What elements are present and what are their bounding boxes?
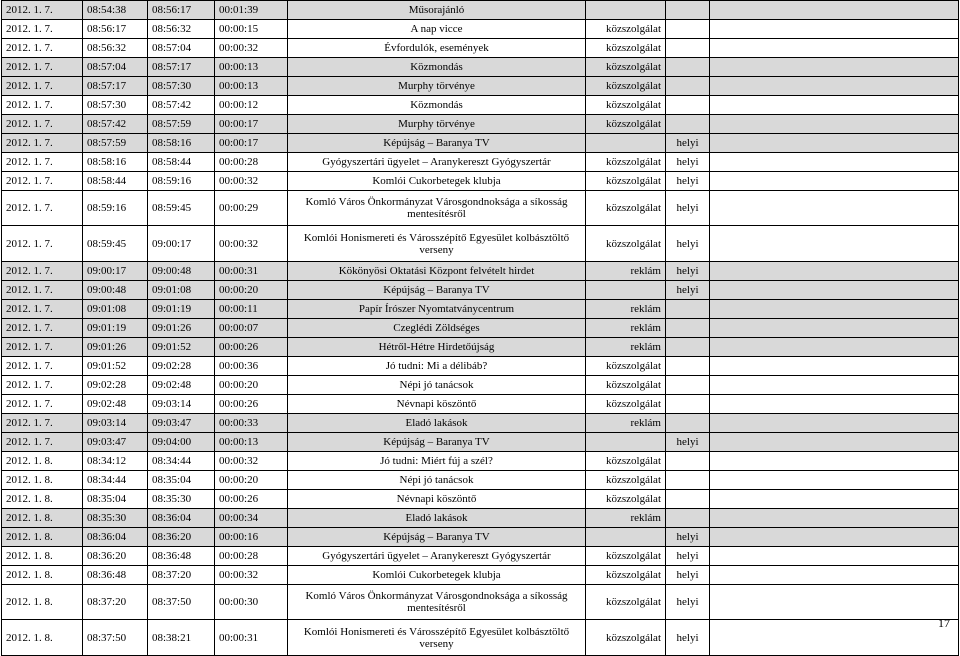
local-flag-cell [666, 357, 710, 376]
start-time-cell: 08:56:17 [83, 20, 148, 39]
date-cell: 2012. 1. 7. [2, 153, 83, 172]
local-flag-cell [666, 395, 710, 414]
empty-cell [710, 452, 959, 471]
date-cell: 2012. 1. 7. [2, 414, 83, 433]
end-time-cell: 08:59:45 [148, 191, 215, 226]
duration-cell: 00:00:13 [215, 77, 288, 96]
end-time-cell: 08:57:59 [148, 115, 215, 134]
category-cell: közszolgálat [586, 77, 666, 96]
local-flag-cell: helyi [666, 153, 710, 172]
local-flag-cell: helyi [666, 433, 710, 452]
empty-cell [710, 262, 959, 281]
empty-cell [710, 77, 959, 96]
duration-cell: 00:00:07 [215, 319, 288, 338]
start-time-cell: 08:57:42 [83, 115, 148, 134]
start-time-cell: 08:57:17 [83, 77, 148, 96]
local-flag-cell: helyi [666, 281, 710, 300]
start-time-cell: 08:57:59 [83, 134, 148, 153]
program-title-cell: Komlói Honismereti és Városszépítő Egyesület kolbásztöltő verseny [288, 226, 586, 262]
local-flag-cell: helyi [666, 585, 710, 620]
program-title-cell: Képújság – Baranya TV [288, 134, 586, 153]
category-cell: reklám [586, 414, 666, 433]
start-time-cell: 09:03:47 [83, 433, 148, 452]
date-cell: 2012. 1. 7. [2, 77, 83, 96]
date-cell: 2012. 1. 7. [2, 300, 83, 319]
category-cell: közszolgálat [586, 357, 666, 376]
duration-cell: 00:00:32 [215, 452, 288, 471]
end-time-cell: 08:38:21 [148, 620, 215, 656]
table-row [2, 58, 959, 77]
empty-cell [710, 96, 959, 115]
category-cell: közszolgálat [586, 490, 666, 509]
end-time-cell: 09:01:52 [148, 338, 215, 357]
empty-cell [710, 153, 959, 172]
category-cell: közszolgálat [586, 566, 666, 585]
table-row [2, 281, 959, 300]
duration-cell: 00:00:29 [215, 191, 288, 226]
duration-cell: 00:00:20 [215, 281, 288, 300]
category-cell: közszolgálat [586, 20, 666, 39]
table-row [2, 262, 959, 281]
start-time-cell: 09:01:19 [83, 319, 148, 338]
duration-cell: 00:00:13 [215, 433, 288, 452]
empty-cell [710, 471, 959, 490]
end-time-cell: 09:01:08 [148, 281, 215, 300]
program-title-cell: Képújság – Baranya TV [288, 433, 586, 452]
local-flag-cell [666, 39, 710, 58]
table-row [2, 414, 959, 433]
category-cell: reklám [586, 319, 666, 338]
start-time-cell: 08:34:12 [83, 452, 148, 471]
date-cell: 2012. 1. 7. [2, 115, 83, 134]
table-row [2, 471, 959, 490]
local-flag-cell: helyi [666, 620, 710, 656]
start-time-cell: 08:56:32 [83, 39, 148, 58]
table-row [2, 490, 959, 509]
category-cell: közszolgálat [586, 585, 666, 620]
end-time-cell: 08:36:48 [148, 547, 215, 566]
duration-cell: 00:00:33 [215, 414, 288, 433]
program-title-cell: Képújság – Baranya TV [288, 281, 586, 300]
local-flag-cell: helyi [666, 226, 710, 262]
date-cell: 2012. 1. 7. [2, 262, 83, 281]
program-title-cell: Komló Város Önkormányzat Városgondnoksága a síkosság mentesítésről [288, 191, 586, 226]
empty-cell [710, 509, 959, 528]
empty-cell [710, 566, 959, 585]
local-flag-cell [666, 471, 710, 490]
local-flag-cell: helyi [666, 191, 710, 226]
duration-cell: 00:00:34 [215, 509, 288, 528]
table-row [2, 338, 959, 357]
start-time-cell: 08:36:48 [83, 566, 148, 585]
empty-cell [710, 433, 959, 452]
table-row [2, 566, 959, 585]
date-cell: 2012. 1. 7. [2, 96, 83, 115]
start-time-cell: 08:37:50 [83, 620, 148, 656]
duration-cell: 00:00:32 [215, 39, 288, 58]
table-row [2, 191, 959, 226]
end-time-cell: 08:34:44 [148, 452, 215, 471]
start-time-cell: 09:00:48 [83, 281, 148, 300]
start-time-cell: 08:54:38 [83, 1, 148, 20]
table-row [2, 20, 959, 39]
end-time-cell: 08:57:42 [148, 96, 215, 115]
date-cell: 2012. 1. 8. [2, 490, 83, 509]
program-title-cell: Jó tudni: Mi a délibáb? [288, 357, 586, 376]
date-cell: 2012. 1. 7. [2, 172, 83, 191]
local-flag-cell: helyi [666, 134, 710, 153]
duration-cell: 00:00:31 [215, 262, 288, 281]
duration-cell: 00:00:15 [215, 20, 288, 39]
category-cell [586, 134, 666, 153]
category-cell: közszolgálat [586, 547, 666, 566]
category-cell: közszolgálat [586, 395, 666, 414]
local-flag-cell [666, 338, 710, 357]
table-row [2, 226, 959, 262]
date-cell: 2012. 1. 8. [2, 528, 83, 547]
table-row [2, 585, 959, 620]
category-cell [586, 528, 666, 547]
duration-cell: 00:00:28 [215, 153, 288, 172]
category-cell: reklám [586, 509, 666, 528]
end-time-cell: 08:36:20 [148, 528, 215, 547]
duration-cell: 00:00:32 [215, 566, 288, 585]
program-title-cell: Műsorajánló [288, 1, 586, 20]
date-cell: 2012. 1. 8. [2, 452, 83, 471]
start-time-cell: 09:02:28 [83, 376, 148, 395]
table-row [2, 528, 959, 547]
program-title-cell: Népi jó tanácsok [288, 471, 586, 490]
start-time-cell: 08:59:45 [83, 226, 148, 262]
start-time-cell: 08:34:44 [83, 471, 148, 490]
category-cell: közszolgálat [586, 376, 666, 395]
duration-cell: 00:00:17 [215, 134, 288, 153]
table-row [2, 319, 959, 338]
local-flag-cell [666, 452, 710, 471]
start-time-cell: 09:01:08 [83, 300, 148, 319]
duration-cell: 00:00:13 [215, 58, 288, 77]
empty-cell [710, 585, 959, 620]
local-flag-cell: helyi [666, 547, 710, 566]
local-flag-cell [666, 490, 710, 509]
schedule-table [1, 0, 959, 656]
table-row [2, 77, 959, 96]
end-time-cell: 08:57:17 [148, 58, 215, 77]
table-row [2, 134, 959, 153]
date-cell: 2012. 1. 7. [2, 338, 83, 357]
end-time-cell: 08:56:17 [148, 1, 215, 20]
duration-cell: 00:00:20 [215, 471, 288, 490]
category-cell: közszolgálat [586, 115, 666, 134]
category-cell [586, 1, 666, 20]
date-cell: 2012. 1. 8. [2, 509, 83, 528]
table-row [2, 547, 959, 566]
local-flag-cell [666, 77, 710, 96]
program-title-cell: Névnapi köszöntő [288, 490, 586, 509]
start-time-cell: 08:59:16 [83, 191, 148, 226]
date-cell: 2012. 1. 7. [2, 1, 83, 20]
duration-cell: 00:00:26 [215, 395, 288, 414]
start-time-cell: 08:36:20 [83, 547, 148, 566]
date-cell: 2012. 1. 7. [2, 58, 83, 77]
start-time-cell: 09:01:52 [83, 357, 148, 376]
program-title-cell: Névnapi köszöntő [288, 395, 586, 414]
page-number: 17 [938, 616, 950, 630]
end-time-cell: 09:02:48 [148, 376, 215, 395]
table-row [2, 620, 959, 656]
table-row [2, 395, 959, 414]
program-title-cell: Papír Írószer Nyomtatványcentrum [288, 300, 586, 319]
duration-cell: 00:00:17 [215, 115, 288, 134]
local-flag-cell [666, 319, 710, 338]
category-cell [586, 433, 666, 452]
empty-cell [710, 528, 959, 547]
start-time-cell: 08:58:16 [83, 153, 148, 172]
end-time-cell: 09:03:47 [148, 414, 215, 433]
local-flag-cell: helyi [666, 566, 710, 585]
local-flag-cell [666, 115, 710, 134]
start-time-cell: 08:35:30 [83, 509, 148, 528]
empty-cell [710, 58, 959, 77]
date-cell: 2012. 1. 7. [2, 20, 83, 39]
category-cell: közszolgálat [586, 96, 666, 115]
local-flag-cell [666, 509, 710, 528]
table-row [2, 433, 959, 452]
empty-cell [710, 376, 959, 395]
end-time-cell: 08:58:44 [148, 153, 215, 172]
program-title-cell: Eladó lakások [288, 509, 586, 528]
duration-cell: 00:00:31 [215, 620, 288, 656]
program-title-cell: Czeglédi Zöldséges [288, 319, 586, 338]
end-time-cell: 09:03:14 [148, 395, 215, 414]
empty-cell [710, 191, 959, 226]
category-cell: reklám [586, 300, 666, 319]
table-row [2, 376, 959, 395]
table-row [2, 96, 959, 115]
table-row [2, 115, 959, 134]
program-title-cell: Közmondás [288, 58, 586, 77]
date-cell: 2012. 1. 7. [2, 39, 83, 58]
end-time-cell: 08:37:20 [148, 566, 215, 585]
empty-cell [710, 338, 959, 357]
category-cell: közszolgálat [586, 620, 666, 656]
start-time-cell: 08:36:04 [83, 528, 148, 547]
category-cell: közszolgálat [586, 471, 666, 490]
category-cell: reklám [586, 338, 666, 357]
end-time-cell: 08:59:16 [148, 172, 215, 191]
end-time-cell: 09:01:19 [148, 300, 215, 319]
end-time-cell: 09:00:48 [148, 262, 215, 281]
duration-cell: 00:00:28 [215, 547, 288, 566]
empty-cell [710, 281, 959, 300]
program-title-cell: Murphy törvénye [288, 77, 586, 96]
start-time-cell: 09:03:14 [83, 414, 148, 433]
empty-cell [710, 172, 959, 191]
empty-cell [710, 357, 959, 376]
duration-cell: 00:00:16 [215, 528, 288, 547]
empty-cell [710, 1, 959, 20]
program-title-cell: Jó tudni: Miért fúj a szél? [288, 452, 586, 471]
date-cell: 2012. 1. 8. [2, 547, 83, 566]
local-flag-cell: helyi [666, 528, 710, 547]
table-row [2, 452, 959, 471]
program-title-cell: Gyógyszertári ügyelet – Aranykereszt Gyógyszertár [288, 547, 586, 566]
duration-cell: 00:00:26 [215, 338, 288, 357]
empty-cell [710, 115, 959, 134]
table-row [2, 300, 959, 319]
program-title-cell: Képújság – Baranya TV [288, 528, 586, 547]
end-time-cell: 08:56:32 [148, 20, 215, 39]
duration-cell: 00:00:36 [215, 357, 288, 376]
duration-cell: 00:00:30 [215, 585, 288, 620]
end-time-cell: 09:00:17 [148, 226, 215, 262]
table-row [2, 39, 959, 58]
table-row [2, 357, 959, 376]
date-cell: 2012. 1. 7. [2, 319, 83, 338]
end-time-cell: 09:04:00 [148, 433, 215, 452]
local-flag-cell [666, 1, 710, 20]
local-flag-cell [666, 96, 710, 115]
end-time-cell: 08:37:50 [148, 585, 215, 620]
local-flag-cell [666, 376, 710, 395]
empty-cell [710, 414, 959, 433]
program-title-cell: Népi jó tanácsok [288, 376, 586, 395]
category-cell: közszolgálat [586, 226, 666, 262]
category-cell: közszolgálat [586, 58, 666, 77]
date-cell: 2012. 1. 7. [2, 134, 83, 153]
date-cell: 2012. 1. 7. [2, 281, 83, 300]
start-time-cell: 09:01:26 [83, 338, 148, 357]
program-title-cell: Komló Város Önkormányzat Városgondnoksága a síkosság mentesítésről [288, 585, 586, 620]
program-title-cell: Kökönyösi Oktatási Központ felvételt hirdet [288, 262, 586, 281]
category-cell: reklám [586, 262, 666, 281]
program-title-cell: Hétről-Hétre Hirdetőújság [288, 338, 586, 357]
local-flag-cell [666, 58, 710, 77]
program-title-cell: Komlói Honismereti és Városszépítő Egyesület kolbásztöltő verseny [288, 620, 586, 656]
empty-cell [710, 39, 959, 58]
empty-cell [710, 395, 959, 414]
end-time-cell: 09:01:26 [148, 319, 215, 338]
program-title-cell: Gyógyszertári ügyelet – Aranykereszt Gyógyszertár [288, 153, 586, 172]
end-time-cell: 08:57:04 [148, 39, 215, 58]
local-flag-cell: helyi [666, 262, 710, 281]
start-time-cell: 08:57:04 [83, 58, 148, 77]
duration-cell: 00:00:11 [215, 300, 288, 319]
duration-cell: 00:00:26 [215, 490, 288, 509]
end-time-cell: 09:02:28 [148, 357, 215, 376]
end-time-cell: 08:57:30 [148, 77, 215, 96]
empty-cell [710, 620, 959, 656]
date-cell: 2012. 1. 8. [2, 566, 83, 585]
table-row [2, 172, 959, 191]
category-cell: közszolgálat [586, 39, 666, 58]
schedule-rows [2, 1, 959, 656]
date-cell: 2012. 1. 7. [2, 226, 83, 262]
start-time-cell: 08:57:30 [83, 96, 148, 115]
duration-cell: 00:00:32 [215, 226, 288, 262]
category-cell: közszolgálat [586, 172, 666, 191]
start-time-cell: 08:58:44 [83, 172, 148, 191]
table-row [2, 1, 959, 20]
date-cell: 2012. 1. 7. [2, 433, 83, 452]
empty-cell [710, 319, 959, 338]
table-row [2, 153, 959, 172]
program-title-cell: Komlói Cukorbetegek klubja [288, 566, 586, 585]
local-flag-cell [666, 300, 710, 319]
date-cell: 2012. 1. 7. [2, 395, 83, 414]
program-title-cell: A nap vicce [288, 20, 586, 39]
date-cell: 2012. 1. 8. [2, 471, 83, 490]
empty-cell [710, 134, 959, 153]
empty-cell [710, 20, 959, 39]
program-title-cell: Murphy törvénye [288, 115, 586, 134]
start-time-cell: 08:37:20 [83, 585, 148, 620]
category-cell [586, 281, 666, 300]
local-flag-cell [666, 20, 710, 39]
duration-cell: 00:00:20 [215, 376, 288, 395]
local-flag-cell: helyi [666, 172, 710, 191]
date-cell: 2012. 1. 8. [2, 585, 83, 620]
date-cell: 2012. 1. 7. [2, 376, 83, 395]
date-cell: 2012. 1. 8. [2, 620, 83, 656]
program-title-cell: Eladó lakások [288, 414, 586, 433]
table-row [2, 509, 959, 528]
program-title-cell: Évfordulók, események [288, 39, 586, 58]
empty-cell [710, 226, 959, 262]
date-cell: 2012. 1. 7. [2, 191, 83, 226]
category-cell: közszolgálat [586, 191, 666, 226]
start-time-cell: 09:00:17 [83, 262, 148, 281]
category-cell: közszolgálat [586, 153, 666, 172]
program-title-cell: Közmondás [288, 96, 586, 115]
local-flag-cell [666, 414, 710, 433]
program-title-cell: Komlói Cukorbetegek klubja [288, 172, 586, 191]
duration-cell: 00:00:12 [215, 96, 288, 115]
end-time-cell: 08:36:04 [148, 509, 215, 528]
end-time-cell: 08:58:16 [148, 134, 215, 153]
start-time-cell: 08:35:04 [83, 490, 148, 509]
category-cell: közszolgálat [586, 452, 666, 471]
empty-cell [710, 300, 959, 319]
end-time-cell: 08:35:04 [148, 471, 215, 490]
start-time-cell: 09:02:48 [83, 395, 148, 414]
empty-cell [710, 490, 959, 509]
date-cell: 2012. 1. 7. [2, 357, 83, 376]
empty-cell [710, 547, 959, 566]
end-time-cell: 08:35:30 [148, 490, 215, 509]
duration-cell: 00:00:32 [215, 172, 288, 191]
duration-cell: 00:01:39 [215, 1, 288, 20]
